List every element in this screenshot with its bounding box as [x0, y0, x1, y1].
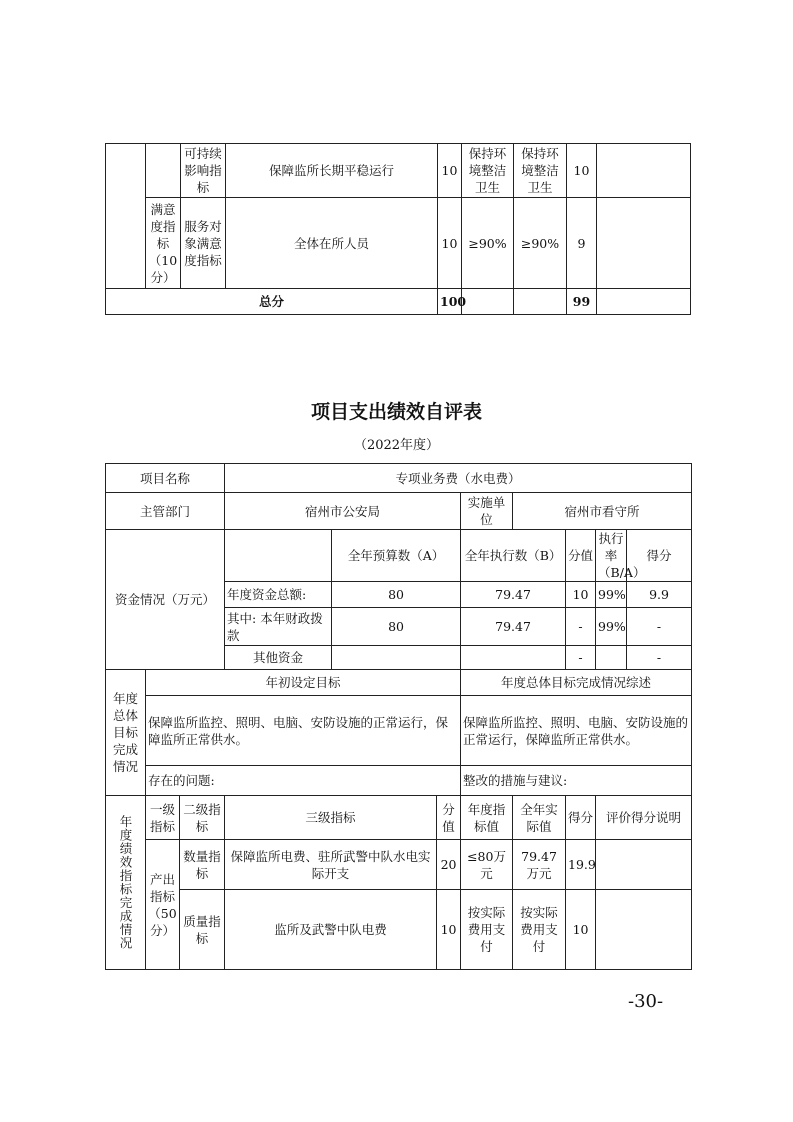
fund-executed: 79.47 — [461, 582, 566, 608]
actual-value: 79.47万元 — [513, 840, 566, 890]
score-value: 10 — [566, 890, 596, 970]
perf-header-actual: 全年实际值 — [513, 796, 566, 840]
unit-name: 宿州市看守所 — [513, 493, 692, 530]
actual-value: 保持环境整洁卫生 — [514, 144, 567, 198]
level1-satisfaction: 满意度指标（10分） — [146, 198, 181, 289]
perf-header-note: 评价得分说明 — [596, 796, 692, 840]
header-executed: 全年执行数（B） — [461, 530, 566, 582]
score-value: 10 — [567, 144, 597, 198]
goal-right-text: 保障监所监控、照明、电脑、安防设施的正常运行，保障监所正常供水。 — [461, 696, 692, 766]
level2-indicator: 数量指标 — [180, 840, 225, 890]
blank-cell — [597, 289, 691, 315]
fund-budget: 80 — [332, 582, 461, 608]
measures-label: 整改的措施与建议: — [461, 766, 692, 796]
header-budget: 全年预算数（A） — [332, 530, 461, 582]
weight-value: 10 — [438, 144, 462, 198]
goal-header-left: 年初设定目标 — [146, 670, 461, 696]
fund-weight: - — [566, 646, 596, 670]
fund-score: - — [627, 646, 692, 670]
level3-indicator: 保障监所电费、驻所武警中队水电实际开支 — [225, 840, 437, 890]
score-note — [596, 840, 692, 890]
header-weight: 分值 — [566, 530, 596, 582]
fund-rate — [596, 646, 627, 670]
score-note — [597, 198, 691, 289]
fund-row-label: 其中: 本年财政拨款 — [225, 608, 332, 646]
blank-cell — [146, 144, 181, 198]
score-value: 9 — [567, 198, 597, 289]
fund-label: 资金情况（万元） — [106, 530, 225, 670]
fund-weight: 10 — [566, 582, 596, 608]
weight-value: 10 — [438, 198, 462, 289]
target-value: 按实际费用支付 — [461, 890, 513, 970]
problems-label: 存在的问题: — [146, 766, 461, 796]
actual-value: ≥90% — [514, 198, 567, 289]
fund-rate: 99% — [596, 582, 627, 608]
header-score: 得分 — [627, 530, 692, 582]
score-value: 19.9 — [566, 840, 596, 890]
level2-indicator: 服务对象满意度指标 — [181, 198, 226, 289]
level2-indicator: 可持续影响指标 — [181, 144, 226, 198]
goal-header-right: 年度总体目标完成情况综述 — [461, 670, 692, 696]
level3-indicator: 全体在所人员 — [226, 198, 438, 289]
header-rate: 执行率（B/A） — [596, 530, 627, 582]
unit-label: 实施单位 — [461, 493, 513, 530]
fund-executed: 79.47 — [461, 608, 566, 646]
perf-header-l3: 三级指标 — [225, 796, 437, 840]
level2-indicator: 质量指标 — [180, 890, 225, 970]
target-value: 保持环境整洁卫生 — [462, 144, 514, 198]
annual-goal-label: 年度总体目标完成情况 — [106, 670, 146, 796]
perf-label: 年度绩效指标完成情况 — [106, 796, 146, 970]
blank-cell — [225, 530, 332, 582]
document-year: （2022年度） — [353, 438, 440, 453]
project-name: 专项业务费（水电费） — [225, 464, 692, 493]
target-value: ≥90% — [462, 198, 514, 289]
fund-score: - — [627, 608, 692, 646]
fund-budget: 80 — [332, 608, 461, 646]
perf-header-l2: 二级指标 — [180, 796, 225, 840]
perf-header-target: 年度指标值 — [461, 796, 513, 840]
output-indicator-label: 产出指标（50分） — [146, 840, 180, 970]
fund-score: 9.9 — [627, 582, 692, 608]
level3-indicator: 保障监所长期平稳运行 — [226, 144, 438, 198]
project-evaluation-table — [105, 463, 692, 970]
score-note — [597, 144, 691, 198]
weight-value: 20 — [437, 840, 461, 890]
total-score: 99 — [567, 289, 597, 315]
fund-budget — [332, 646, 461, 670]
total-weight: 100 — [438, 289, 462, 315]
level3-indicator: 监所及武警中队电费 — [225, 890, 437, 970]
fund-row-label: 年度资金总额: — [225, 582, 332, 608]
score-note — [596, 890, 692, 970]
blank-cell — [106, 144, 146, 289]
dept-name: 宿州市公安局 — [225, 493, 461, 530]
dept-label: 主管部门 — [106, 493, 225, 530]
page-number: -30- — [628, 991, 664, 1012]
document-title: 项目支出绩效自评表 — [310, 401, 482, 423]
blank-cell — [514, 289, 567, 315]
blank-cell — [462, 289, 514, 315]
total-label: 总分 — [106, 289, 438, 315]
fund-row-label: 其他资金 — [225, 646, 332, 670]
goal-left-text: 保障监所监控、照明、电脑、安防设施的正常运行，保障监所正常供水。 — [146, 696, 461, 766]
actual-value: 按实际费用支付 — [513, 890, 566, 970]
fund-rate: 99% — [596, 608, 627, 646]
fund-executed — [461, 646, 566, 670]
weight-value: 10 — [437, 890, 461, 970]
project-name-label: 项目名称 — [106, 464, 225, 493]
perf-header-score: 得分 — [566, 796, 596, 840]
perf-header-l1: 一级指标 — [146, 796, 180, 840]
target-value: ≤80万元 — [461, 840, 513, 890]
fund-weight: - — [566, 608, 596, 646]
top-performance-table — [105, 143, 691, 315]
perf-header-weight: 分值 — [437, 796, 461, 840]
